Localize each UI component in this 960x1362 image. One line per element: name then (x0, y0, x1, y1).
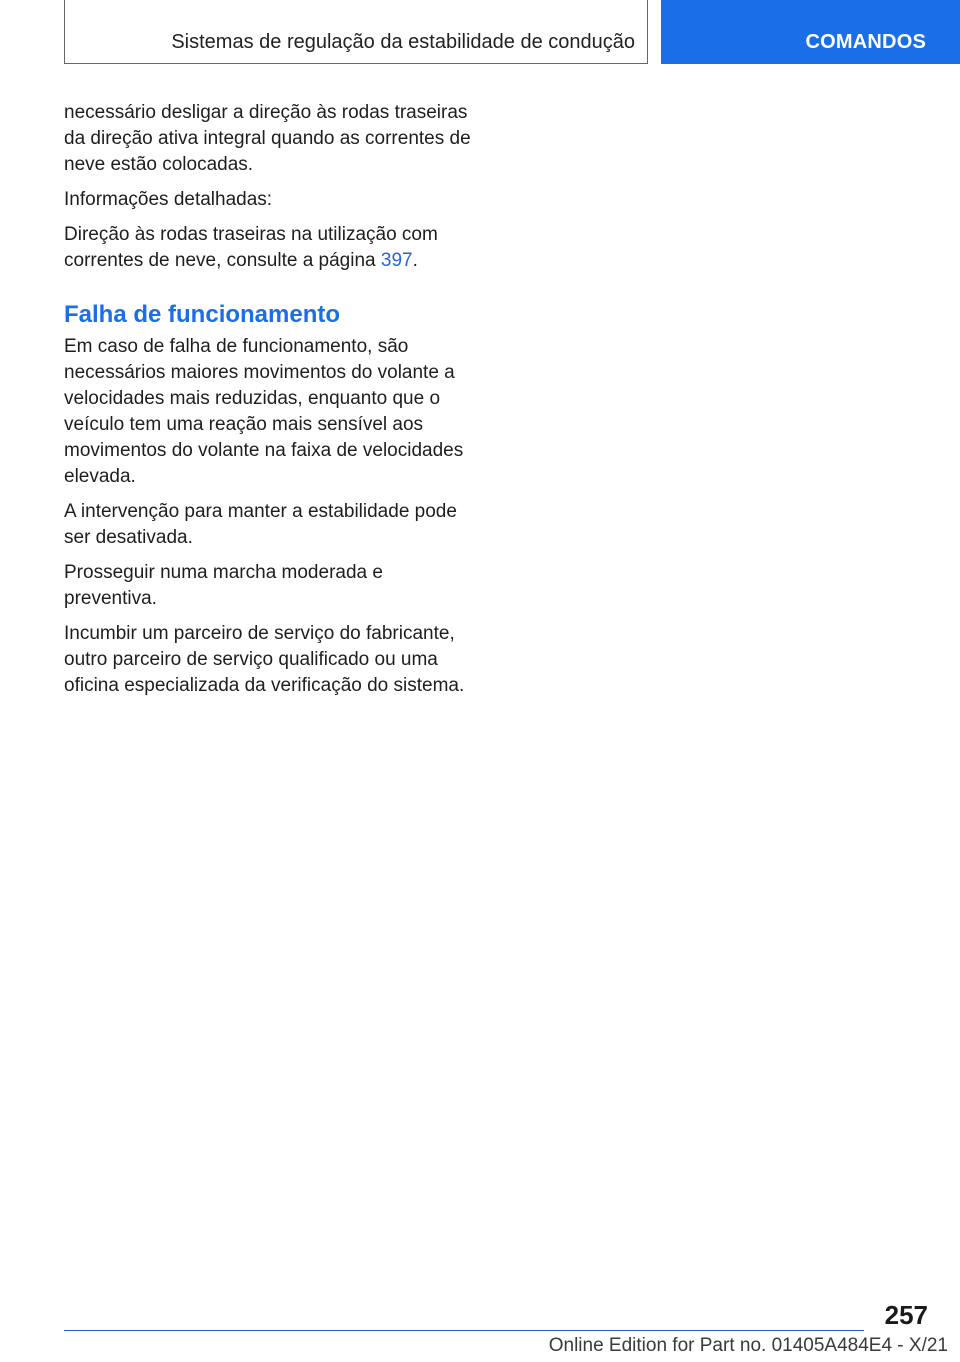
chapter-tab (661, 0, 960, 64)
section-heading: Falha de funcionamento (64, 301, 341, 328)
main-content (64, 100, 480, 708)
page-reference-link[interactable]: 397 (380, 250, 413, 271)
driving-advice-paragraph: Prosseguir numa marcha moderada e preventiva. (64, 562, 383, 609)
header-title: Sistemas de regulação da estabilidade de condução (171, 31, 635, 53)
footer-divider (64, 1330, 864, 1331)
malfunction-paragraph: Em caso de falha de funcionamento, são necessários maiores movimentos do volante a velocidades mais reduzidas, enquanto que o veículo tem uma reação mais sensível aos movimentos do volante na faixa de velocidades elevada. (64, 336, 464, 487)
details-label: Informações detalhadas: (64, 189, 273, 210)
reference-text: Direção às rodas traseiras na utilização com correntes de neve, consulte a página (64, 224, 438, 271)
deactivation-paragraph: A intervenção para manter a estabilidade pode ser desativada. (64, 501, 457, 548)
chapter-tab-label: COMANDOS (805, 31, 926, 53)
intro-paragraph: necessário desligar a direção às rodas traseiras da direção ativa integral quando as correntes de neve estão colocadas. (64, 102, 471, 175)
reference-paragraph (64, 222, 480, 274)
edition-footer: Online Edition for Part no. 01405A484E4 - X/21 (548, 1335, 948, 1356)
reference-end: . (412, 250, 418, 271)
running-header (64, 0, 648, 64)
service-paragraph: Incumbir um parceiro de serviço do fabricante, outro parceiro de serviço qualificado ou uma oficina especializada da verificação do sistema. (64, 623, 465, 696)
page-number: 257 (884, 1300, 928, 1330)
